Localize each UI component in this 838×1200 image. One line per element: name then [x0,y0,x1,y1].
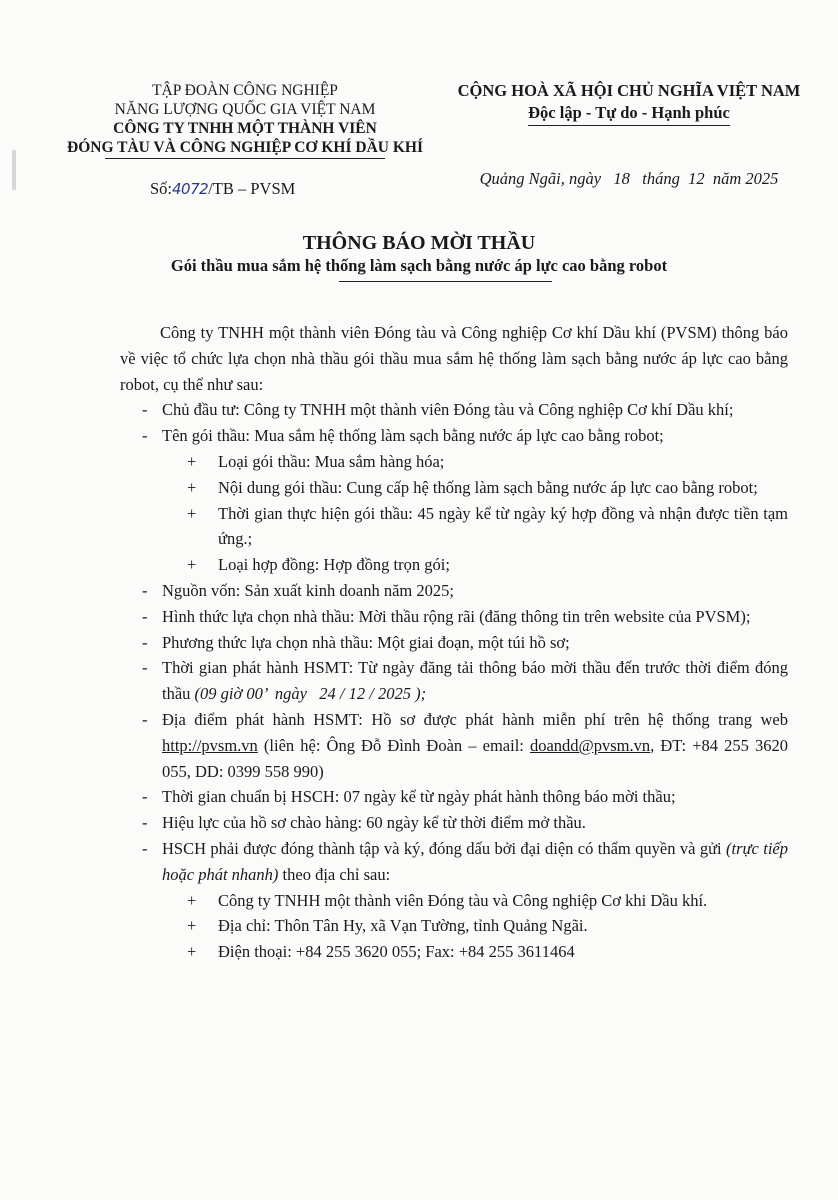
dash-marker: - [142,787,148,807]
plus-marker: + [187,942,197,962]
plus-marker: + [187,503,197,523]
list-item [120,655,788,707]
list-item [120,604,788,630]
dash-marker: - [142,606,148,626]
sub-list-item [120,913,788,939]
sub-list-item [120,888,788,914]
dash-marker: - [142,426,148,446]
scan-edge-mark [12,150,16,190]
ref-prefix: Số: [150,179,173,198]
list-item [120,578,788,604]
sub-list-item [120,501,788,553]
prep-time-text: Thời gian chuẩn bị HSCH: 07 ngày kể từ ngày phát hành thông báo mời thầu; [162,787,676,807]
sub-list-item [120,475,788,501]
sub-list-item [120,552,788,578]
dash-marker: - [142,580,148,600]
list-item [120,707,788,784]
notice-body [120,320,788,965]
package-name-text: Tên gói thầu: Mua sắm hệ thống làm sạch bằng nước áp lực cao bằng robot; [162,426,664,446]
plus-marker: + [187,477,197,497]
dash-marker: - [142,838,148,858]
dash-marker: - [142,658,148,678]
duration-text: Thời gian thực hiện gói thầu: 45 ngày kể từ ngày ký hợp đồng và nhận được tiền tạm ứng.; [218,503,788,549]
closing-deadline: (09 giờ 00’ ngày 24 / 12 / 2025 ); [194,684,427,704]
company-line2: ĐÓNG TÀU VÀ CÔNG NGHIỆP CƠ KHÍ DẦU KHÍ [67,139,423,156]
phones-text: , ĐT: +84 255 3620 055, DD: 0399 558 990) [162,735,789,781]
submission-mode: (trực tiếp hoặc phát nhanh) [162,838,788,884]
phone-fax-text: Điện thoại: +84 255 3620 055; Fax: +84 255 3611464 [218,942,575,962]
list-item [120,836,788,888]
plus-marker: + [187,916,197,936]
submission-tail: theo địa chỉ sau: [278,864,391,884]
dash-marker: - [142,400,148,420]
page-title: THÔNG BÁO MỜI THẦU [302,232,536,254]
website-link[interactable]: http://pvsm.vn [162,735,258,755]
validity-text: Hiệu lực của hồ sơ chào hàng: 60 ngày kể từ thời điểm mở thầu. [162,813,586,833]
funding-text: Nguồn vốn: Sản xuất kinh doanh năm 2025; [162,580,454,600]
ref-suffix: /TB – PVSM [208,179,296,198]
parent-org-line1: TẬP ĐOÀN CÔNG NGHIỆP [152,82,338,99]
subtitle-underline [339,281,552,282]
company-line1: CÔNG TY TNHH MỘT THÀNH VIÊN [113,120,377,137]
list-item [120,810,788,836]
issuer-block [40,81,450,159]
issuer-underline [105,158,385,159]
submission-text: HSCH phải được đóng thành tập và ký, đóng dấu bởi đại diện có thẩm quyền và gửi [162,838,727,858]
contract-type-text: Loại hợp đồng: Hợp đồng trọn gói; [218,555,450,575]
package-type-text: Loại gói thầu: Mua sắm hàng hóa; [218,451,445,471]
package-content-text: Nội dung gói thầu: Cung cấp hệ thống làm sạch bằng nước áp lực cao bằng robot; [218,477,758,497]
issue-time-text: Thời gian phát hành HSMT: Từ ngày đăng tải thông báo mời thầu đến trước thời điểm đóng thầu [162,658,788,704]
investor-text: Chủ đầu tư: Công ty TNHH một thành viên Đóng tàu và Công nghiệp Cơ khí Dầu khí; [162,400,734,420]
plus-marker: + [187,555,197,575]
place-date: Quảng Ngãi, ngày 18 tháng 12 năm 2025 [479,169,779,188]
list-item [120,784,788,810]
address-text: Địa chỉ: Thôn Tân Hy, xã Vạn Tường, tỉnh Quảng Ngãi. [218,916,588,936]
contact-text: (liên hệ: Ông Đỗ Đình Đoàn – email: [257,735,530,755]
email-link[interactable]: doandd@pvsm.vn [529,735,651,755]
selection-method-text: Phương thức lựa chọn nhà thầu: Một giai đoạn, một túi hồ sơ; [162,632,570,652]
nation-name: CỘNG HOÀ XÃ HỘI CHỦ NGHĨA VIỆT NAM [457,81,801,100]
national-heading [440,80,818,126]
sub-list-item [120,449,788,475]
list-item [120,397,788,423]
dash-marker: - [142,813,148,833]
intro-paragraph: Công ty TNHH một thành viên Đóng tàu và Công nghiệp Cơ khí Dầu khí (PVSM) thông báo về việc tổ chức lựa chọn nhà thầu gói thầu mua sắm hệ thống làm sạch bằng nước áp lực cao bằng robot, cụ thể như sau: [120,323,788,394]
dash-marker: - [142,709,148,729]
dash-marker: - [142,632,148,652]
national-motto: Độc lập - Tự do - Hạnh phúc [528,102,730,126]
document-reference [150,179,295,199]
plus-marker: + [187,451,197,471]
sub-list-item [120,939,788,965]
issue-place-text: Địa điểm phát hành HSMT: Hồ sơ được phát hành miễn phí trên hệ thống trang web [162,709,788,729]
recipient-text: Công ty TNHH một thành viên Đóng tàu và Công nghiệp Cơ khi Dầu khí. [218,890,708,910]
plus-marker: + [187,890,197,910]
selection-form-text: Hình thức lựa chọn nhà thầu: Mời thầu rộng rãi (đăng thông tin trên website của PVSM); [162,606,751,626]
list-item [120,630,788,656]
parent-org-line2: NĂNG LƯỢNG QUỐC GIA VIỆT NAM [114,101,376,118]
ref-number-handwritten: 4072 [172,180,209,198]
list-item [120,423,788,449]
page-subtitle: Gói thầu mua sắm hệ thống làm sạch bằng nước áp lực cao bằng robot [170,256,668,275]
